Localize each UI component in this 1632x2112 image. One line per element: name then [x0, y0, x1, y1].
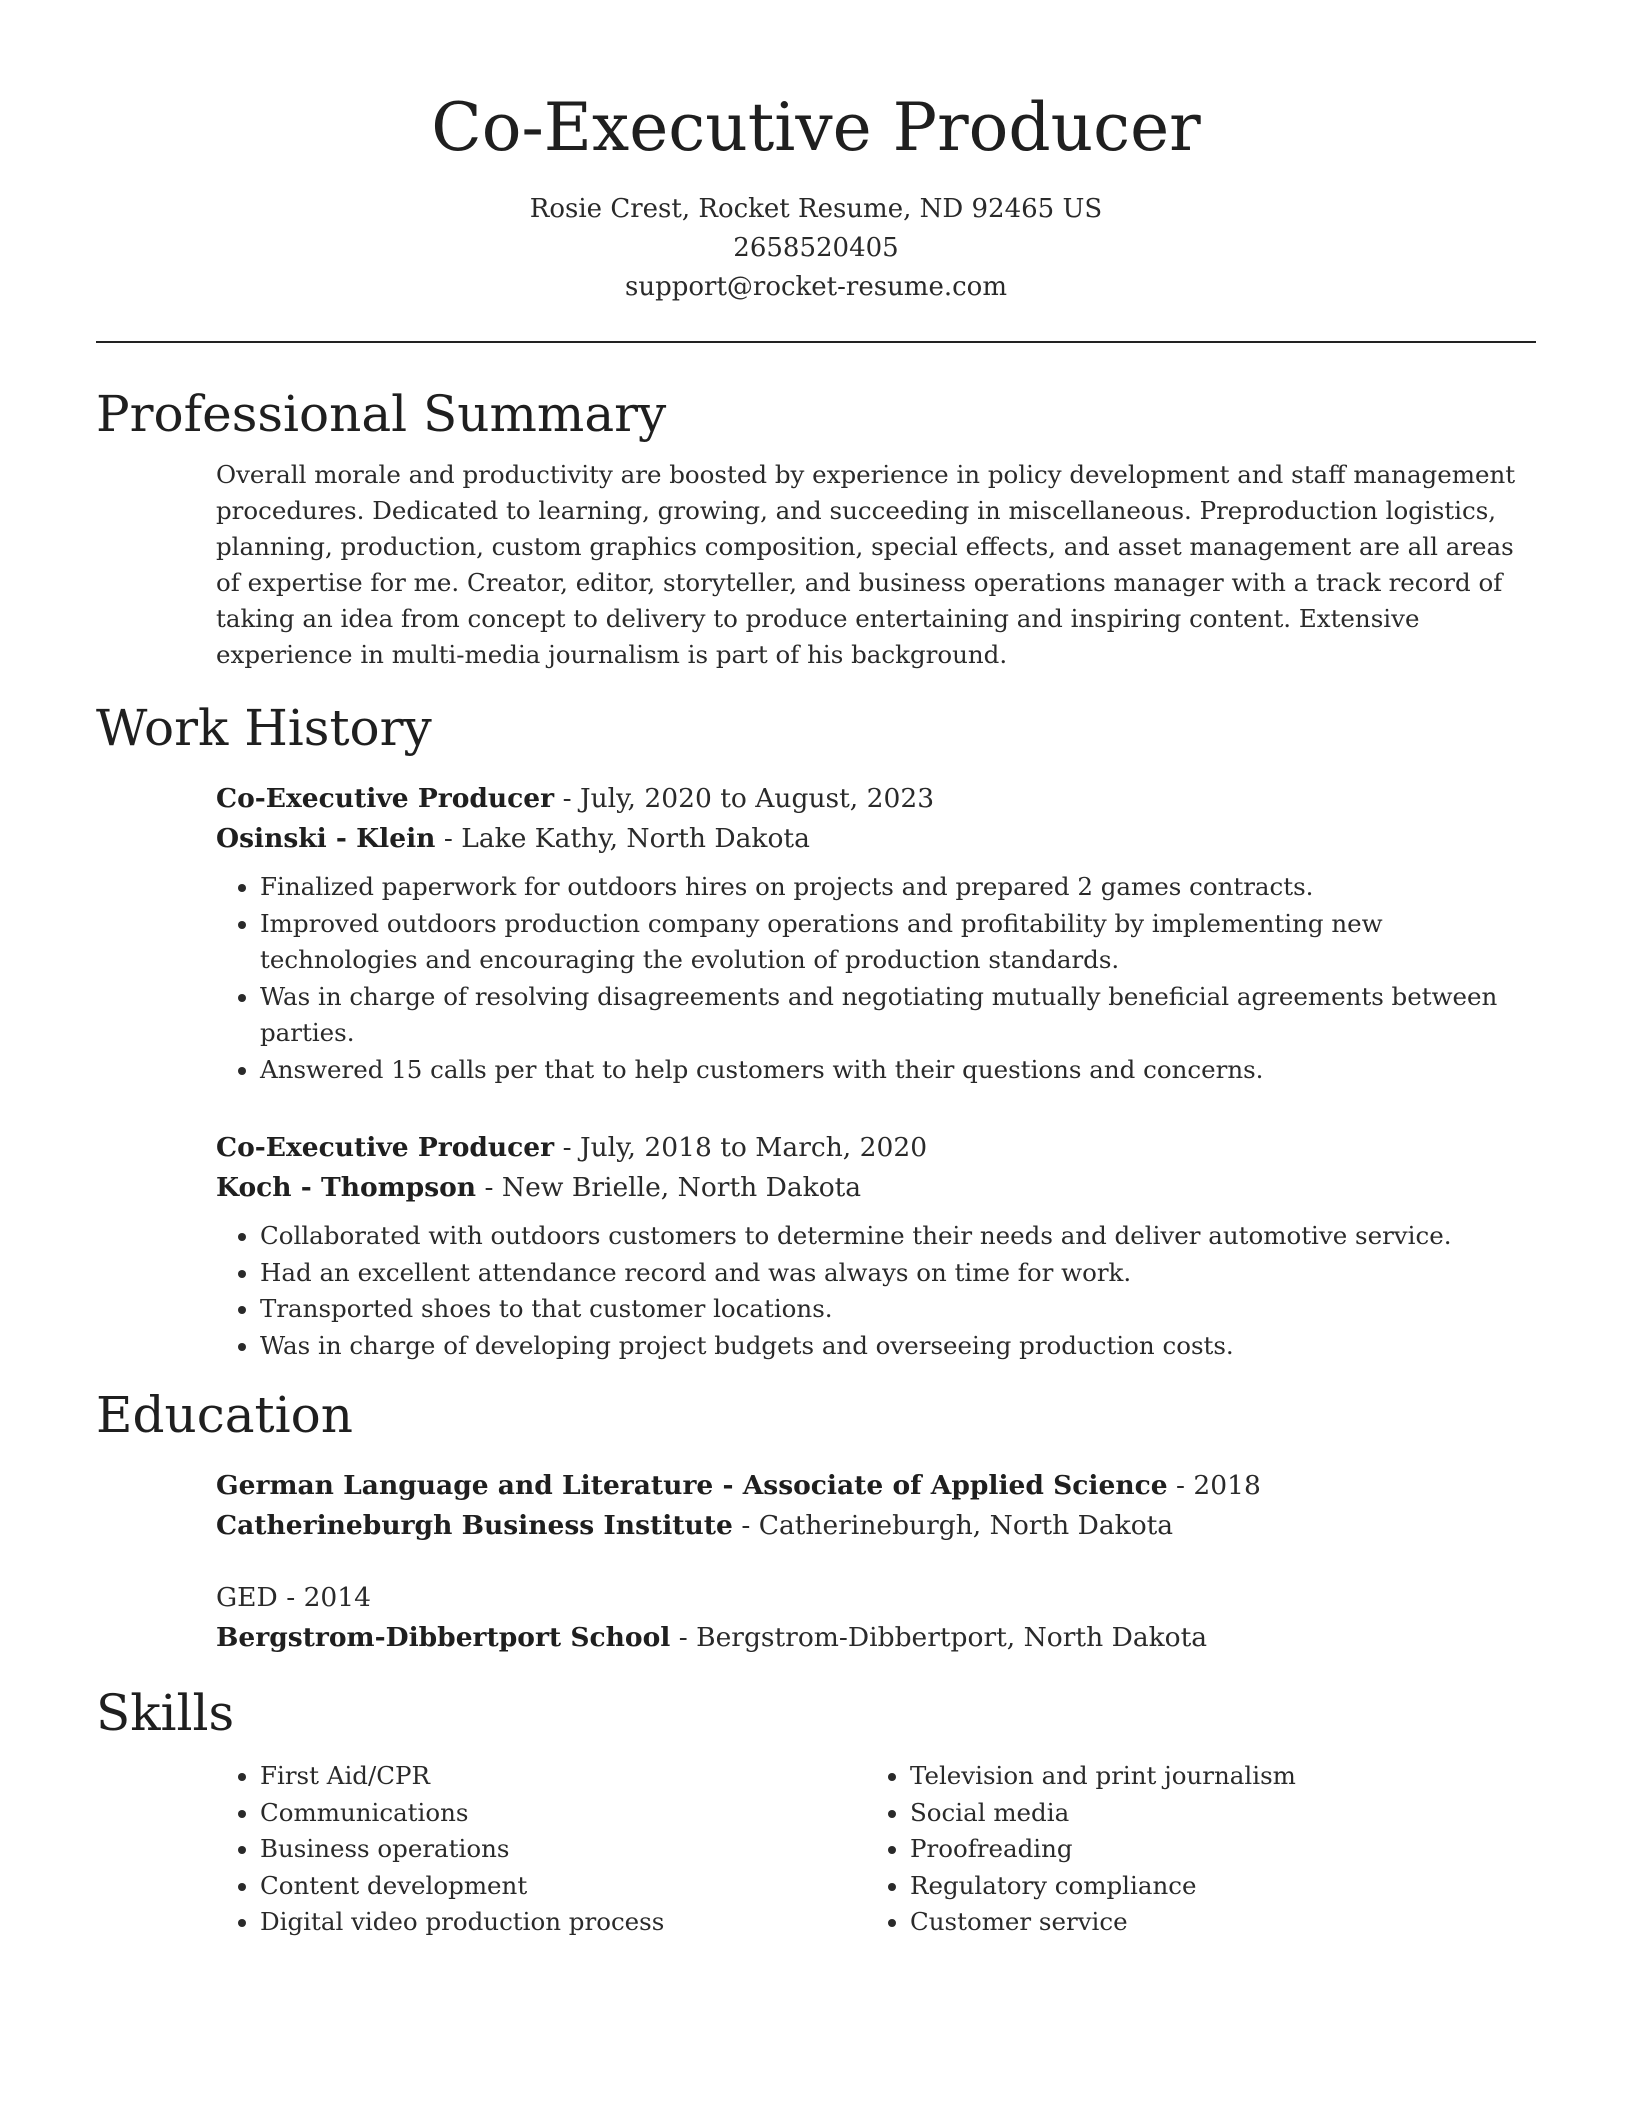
skill-item: • Proofreading [910, 1831, 1516, 1868]
resume-header [96, 0, 1536, 307]
education-school: Bergstrom-Dibbertport School [216, 1622, 671, 1653]
section-title-summary: Professional Summary [96, 385, 667, 443]
section-title-skills: Skills [96, 1684, 235, 1742]
skill-item: • First Aid/CPR [260, 1758, 866, 1795]
skill-item: • Content development [260, 1868, 866, 1905]
job-entry [216, 1128, 1536, 1364]
summary-text: Overall morale and productivity are boosted by experience in policy development and staff management procedures. Dedicated to learning, growing, and succeeding in miscellaneous. Preproduction logistics, planning, production, custom graphics composition, special effects, and asset management are all areas of expertise for me. Creator, editor, storyteller, and business operations manager with a track record of taking an idea from concept to delivery to produce entertaining and inspiring content. Extensive experience in multi-media journalism is part of his background. [216, 460, 1516, 669]
job-title-line [216, 779, 1536, 819]
job-bullet: • Was in charge of developing project budgets and overseeing production costs. [260, 1328, 1536, 1365]
job-bullet: • Answered 15 calls per that to help customers with their questions and concerns. [260, 1052, 1536, 1089]
job-location: - New Brielle, North Dakota [476, 1172, 862, 1203]
job-bullets [216, 869, 1536, 1088]
section-title-education: Education [96, 1386, 353, 1444]
skills-list-right [866, 1758, 1516, 1941]
contact-block [96, 190, 1536, 307]
job-bullet: • Finalized paperwork for outdoors hires on projects and prepared 2 games contracts. [260, 869, 1536, 906]
job-bullet: • Collaborated with outdoors customers to determine their needs and deliver automotive service. [260, 1218, 1536, 1255]
job-dates: - July, 2020 to August, 2023 [554, 783, 935, 814]
job-bullets [216, 1218, 1536, 1364]
education-year: - 2018 [1167, 1470, 1261, 1501]
job-bullet: • Had an excellent attendance record and was always on time for work. [260, 1255, 1536, 1292]
skill-item: • Regulatory compliance [910, 1868, 1516, 1905]
job-company: Osinski - Klein [216, 823, 436, 854]
work-history-section [96, 779, 1536, 1364]
job-title-line [216, 1128, 1536, 1168]
education-degree: German Language and Literature - Associate of Applied Science [216, 1470, 1168, 1501]
job-position: Co-Executive Producer [216, 783, 555, 814]
skill-item: • Customer service [910, 1904, 1516, 1941]
education-degree-line [216, 1466, 1536, 1506]
resume-page [96, 0, 1536, 1941]
header-divider [96, 341, 1536, 343]
skill-item: • Business operations [260, 1831, 866, 1868]
skill-item: • Communications [260, 1795, 866, 1832]
summary-section [96, 457, 1536, 673]
job-dates: - July, 2018 to March, 2020 [554, 1132, 928, 1163]
education-location: - Bergstrom-Dibbertport, North Dakota [670, 1622, 1208, 1653]
education-degree: GED [216, 1582, 278, 1613]
skill-item: • Digital video production process [260, 1904, 866, 1941]
job-location: - Lake Kathy, North Dakota [435, 823, 810, 854]
job-company-line [216, 819, 1536, 859]
skills-list-left [216, 1758, 866, 1941]
education-school-line [216, 1506, 1536, 1546]
job-position: Co-Executive Producer [216, 1132, 555, 1163]
skills-column-right [866, 1758, 1516, 1941]
education-year: - 2014 [277, 1582, 372, 1613]
contact-phone: 2658520405 [733, 233, 899, 263]
education-section [96, 1466, 1536, 1658]
job-bullet: • Improved outdoors production company operations and profitability by implementing new technologies and encouraging the evolution of production standards. [260, 906, 1536, 979]
skill-item: • Television and print journalism [910, 1758, 1516, 1795]
job-entry [216, 779, 1536, 1088]
education-school: Catherineburgh Business Institute [216, 1510, 733, 1541]
skills-column-left [216, 1758, 866, 1941]
education-degree-line [216, 1578, 1536, 1618]
job-bullet: • Transported shoes to that customer locations. [260, 1291, 1536, 1328]
education-entry [216, 1578, 1536, 1658]
education-entry [216, 1466, 1536, 1546]
section-title-work-history: Work History [96, 699, 432, 757]
contact-email: support@rocket-resume.com [624, 272, 1007, 302]
job-bullet: • Was in charge of resolving disagreements and negotiating mutually beneficial agreements between parties. [260, 979, 1536, 1052]
skills-section [96, 1758, 1536, 1941]
education-location: - Catherineburgh, North Dakota [732, 1510, 1174, 1541]
job-company-line [216, 1168, 1536, 1208]
contact-address: Rosie Crest, Rocket Resume, ND 92465 US [529, 194, 1103, 224]
resume-name: Co-Executive Producer [431, 89, 1201, 166]
education-school-line [216, 1618, 1536, 1658]
job-company: Koch - Thompson [216, 1172, 477, 1203]
skill-item: • Social media [910, 1795, 1516, 1832]
skills-columns [216, 1758, 1536, 1941]
